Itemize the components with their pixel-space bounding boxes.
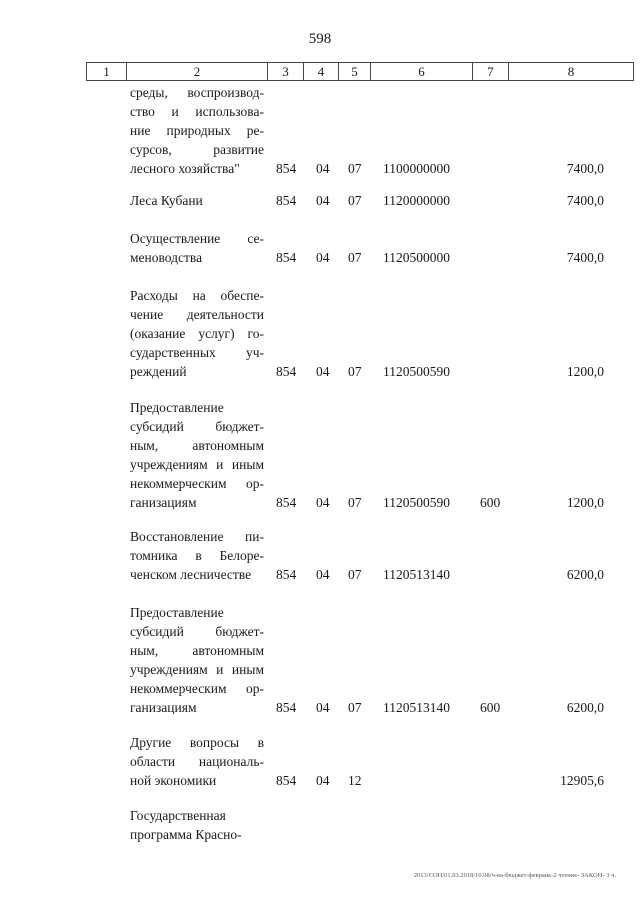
description-line: сударственных уч- [130,345,264,360]
row-description [130,806,264,844]
subsection-code: 07 [348,193,362,208]
section-code: 04 [316,250,330,265]
ministry-code: 854 [276,161,297,176]
target-article-code: 1120513140 [383,567,450,582]
header-col-3: 3 [268,63,304,80]
target-article-code: 1120513140 [383,700,450,715]
header-col-1: 1 [87,63,127,80]
section-code: 04 [316,773,330,788]
description-line: ганизациям [130,495,197,510]
ministry-code: 854 [276,495,297,510]
row-description [130,398,264,512]
amount-value: 1200,0 [566,495,604,510]
amount-value: 7400,0 [566,250,604,265]
description-line: чение деятельности [130,307,264,322]
target-article-code: 1120500590 [383,495,450,510]
description-line: меноводства [130,250,203,265]
description-line: ной экономики [130,773,217,788]
section-code: 04 [316,364,330,379]
target-article-code: 1120000000 [383,193,450,208]
description-line: программа Красно- [130,827,242,842]
description-line: ние природных ре- [130,123,264,138]
description-line: учреждениям и иным [130,662,264,677]
description-line: субсидий бюджет- [130,419,264,434]
subsection-code: 07 [348,364,362,379]
description-line: сурсов, развитие [130,142,264,157]
section-code: 04 [316,567,330,582]
row-description [130,83,264,178]
header-col-2: 2 [127,63,268,80]
ministry-code: 854 [276,364,297,379]
subsection-code: 07 [348,250,362,265]
expense-type-code: 600 [480,700,501,715]
header-col-5: 5 [339,63,371,80]
ministry-code: 854 [276,250,297,265]
description-line: Восстановление пи- [130,529,264,544]
header-col-7: 7 [473,63,509,80]
row-description [130,229,264,267]
expense-type-code: 600 [480,495,501,510]
description-line: Леса Кубани [130,193,203,208]
subsection-code: 07 [348,700,362,715]
description-line: реждений [130,364,187,379]
description-line: томника в Белоре- [130,548,264,563]
description-line: Другие вопросы в [130,735,264,750]
section-code: 04 [316,495,330,510]
description-line: субсидий бюджет- [130,624,264,639]
row-description [130,527,264,584]
ministry-code: 854 [276,567,297,582]
description-line: Предоставление [130,400,224,415]
description-line: Предоставление [130,605,224,620]
description-line: лесного хозяйства" [130,161,240,176]
header-col-8: 8 [567,64,575,79]
ministry-code: 854 [276,773,297,788]
description-line: учреждениям и иным [130,457,264,472]
description-line: области националь- [130,754,264,769]
description-line: некоммерческим ор- [130,681,264,696]
footer-note: 2013/СОН/01.03.2018/10.08/ч-ва-бюджет-феврань-2 чтение- ЗАКОН- 3 ч. [413,872,616,879]
row-description [130,603,264,717]
header-col-4: 4 [304,63,339,80]
row-description [130,733,264,790]
amount-value: 6200,0 [566,700,604,715]
description-line: среды, воспроизвод- [130,85,264,100]
ministry-code: 854 [276,700,297,715]
target-article-code: 1120500000 [383,250,450,265]
target-article-code: 1100000000 [383,161,450,176]
row-description [130,286,264,381]
description-line: ным, автономным [130,643,264,658]
table-header-row [86,62,634,81]
ministry-code: 854 [276,193,297,208]
description-line: Расходы на обеспе- [130,288,264,303]
description-line: ченском лесничестве [130,567,252,582]
amount-value: 7400,0 [566,161,604,176]
section-code: 04 [316,161,330,176]
description-line: (оказание услуг) го- [130,326,264,341]
description-line: ным, автономным [130,438,264,453]
description-line: Государственная [130,808,226,823]
subsection-code: 07 [348,161,362,176]
description-line: ганизациям [130,700,197,715]
amount-value: 7400,0 [566,193,604,208]
description-line: Осуществление се- [130,231,264,246]
section-code: 04 [316,700,330,715]
description-line: ство и использова- [130,104,264,119]
subsection-code: 07 [348,567,362,582]
page-number: 598 [308,31,332,47]
header-col-6: 6 [371,63,473,80]
amount-value: 12905,6 [560,773,604,788]
target-article-code: 1120500590 [383,364,450,379]
description-line: некоммерческим ор- [130,476,264,491]
subsection-code: 07 [348,495,362,510]
amount-value: 1200,0 [566,364,604,379]
subsection-code: 12 [348,773,362,788]
row-description [130,191,264,210]
section-code: 04 [316,193,330,208]
amount-value: 6200,0 [566,567,604,582]
